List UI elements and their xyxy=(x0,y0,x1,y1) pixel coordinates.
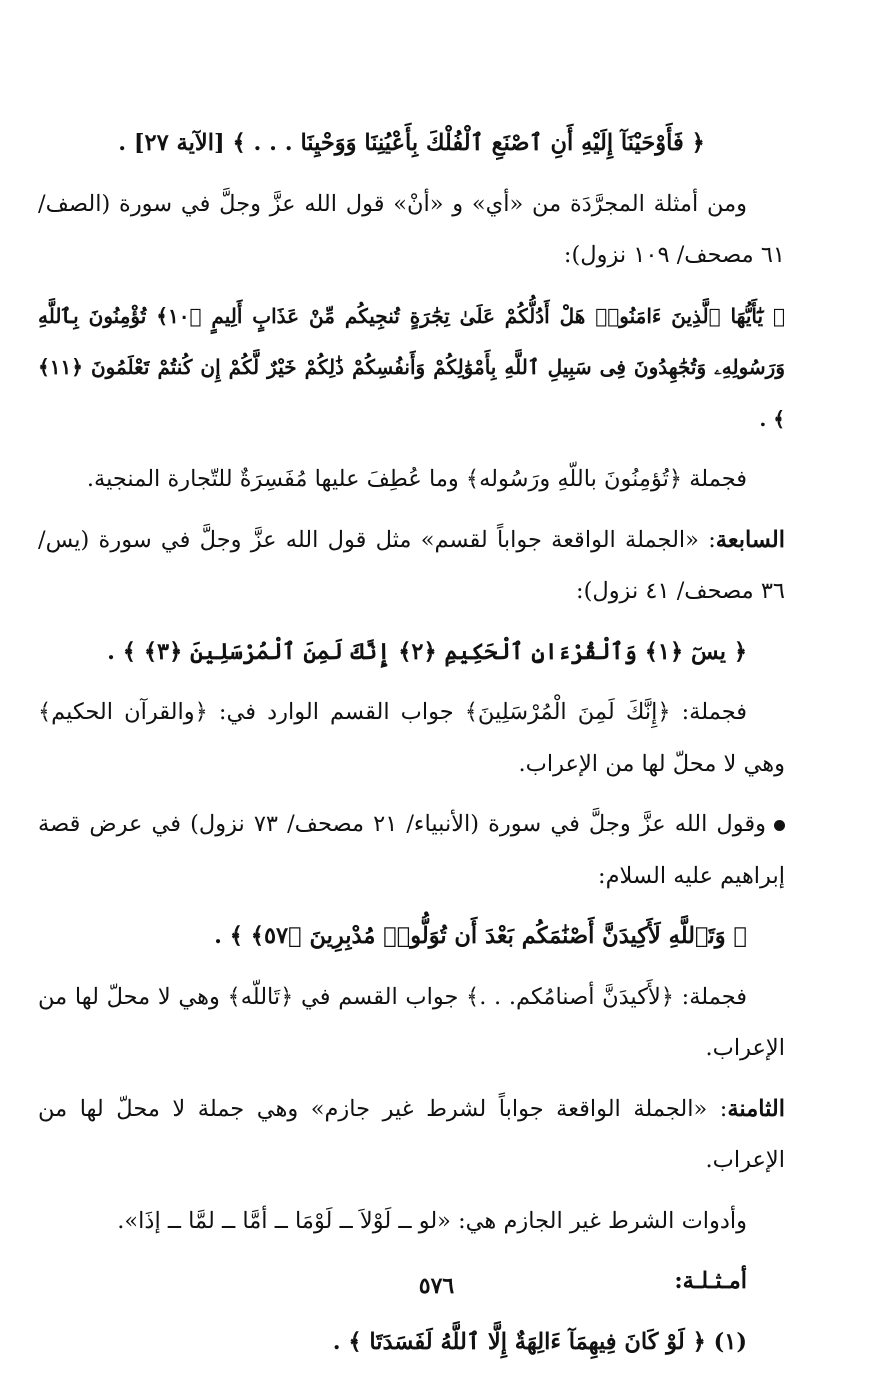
quran-verse-2: ﴿ يَٰٓأَيُّهَا ٱلَّذِينَ ءَامَنُوا۟ هَلْ أَدُلُّكُمْ عَلَىٰ تِجَٰرَةٍ تُنجِيكُم مِّنْ عَذَابٍ أَلِيمٍ ﴿١٠﴾ تُؤْمِنُونَ بِٱللَّهِ وَرَسُولِهِۦ وَتُجَٰهِدُونَ فِى سَبِيلِ ٱللَّهِ بِأَمْوَٰلِكُمْ وَأَنفُسِكُمْ ذَٰلِكُمْ خَيْرٌ لَّكُمْ إِن كُنتُمْ تَعْلَمُونَ ﴿١١﴾ ﴾ . xyxy=(38,303,785,431)
paragraph-eighth xyxy=(38,1084,785,1187)
quran-verse-5: (١) ﴿ لَوْ كَانَ فِيهِمَآ ءَالِهَةٌ إِلَّا ٱللَّهُ لَفَسَدَتَا ﴾ . xyxy=(332,1328,747,1355)
heading-examples: أمـثـلـة: xyxy=(674,1268,747,1294)
quran-verse-3: ﴿ يسٓ ﴿١﴾ وَٱلْقُرْءَانِ ٱلْحَكِيمِ ﴿٢﴾ إِنَّكَ لَمِنَ ٱلْمُرْسَلِينَ ﴿٣﴾ ﴾ . xyxy=(107,638,747,665)
paragraph-bullet xyxy=(38,799,785,902)
paragraph-examples-intro: ومن أمثلة المجرَّدَة من «أي» و «أنْ» قول الله عزَّ وجلَّ في سورة (الصف/ ٦١ مصحف/ ١٠٩ نزول): xyxy=(38,190,785,268)
paragraph-conditional-tools: وأدوات الشرط غير الجازم هي: «لو ــ لَوْلاَ ــ لَوْمَا ــ أمَّا ــ لمَّا ــ إذَا». xyxy=(117,1207,747,1234)
paragraph-bullet-text: وقول الله عزَّ وجلَّ في سورة (الأنبياء/ ٢١ مصحف/ ٧٣ نزول) في عرض قصة إبراهيم عليه السلام: xyxy=(38,811,785,889)
paragraph-eighth-text: : «الجملة الواقعة جواباً لشرط غير جازم» وهي جملة لا محلّ لها من الإعراب. xyxy=(38,1095,785,1173)
paragraph-explanation-3: فجملة: ﴿لأَكيدَنَّ أصنامُكم. . .﴾ جواب القسم في ﴿تَاللّه﴾ وهي لا محلّ لها من الإعراب. xyxy=(38,983,785,1061)
bullet-icon xyxy=(774,820,785,831)
heading-eighth: الثامنة xyxy=(727,1095,785,1122)
paragraph-seventh-text: : «الجملة الواقعة جواباً لقسم» مثل قول الله عزَّ وجلَّ في سورة (يس/ ٣٦ مصحف/ ٤١ نزول): xyxy=(38,526,785,604)
heading-seventh: السابعة xyxy=(715,526,785,553)
paragraph-explanation-1: فجملة ﴿تُؤمِنُونَ باللّهِ ورَسُوله﴾ وما عُطِفَ عليها مُفَسِرَةٌ للتّجارة المنجية. xyxy=(86,466,747,492)
paragraph-seventh xyxy=(38,515,785,618)
page-body xyxy=(38,118,785,1377)
paragraph-explanation-2: فجملة: ﴿إِنَّكَ لَمِنَ الْمُرْسَلِينَ﴾ جواب القسم الوارد في: ﴿والقرآن الحكيم﴾ وهي لا محلّ لها من الإعراب. xyxy=(38,699,785,777)
quran-verse-1: ﴿ فَأَوْحَيْنَآ إِلَيْهِ أَنِ ٱصْنَعِ ٱلْفُلْكَ بِأَعْيُنِنَا وَوَحْيِنَا . . . ﴾ [الآية ٢٧] . xyxy=(118,130,705,156)
page-number: ٥٧٦ xyxy=(418,1273,455,1299)
quran-verse-4: ﴿ وَتَٱللَّهِ لَأَكِيدَنَّ أَصْنَٰمَكُم بَعْدَ أَن تُوَلُّوا۟ مُدْبِرِينَ ﴿٥٧﴾ ﴾ . xyxy=(214,923,747,949)
